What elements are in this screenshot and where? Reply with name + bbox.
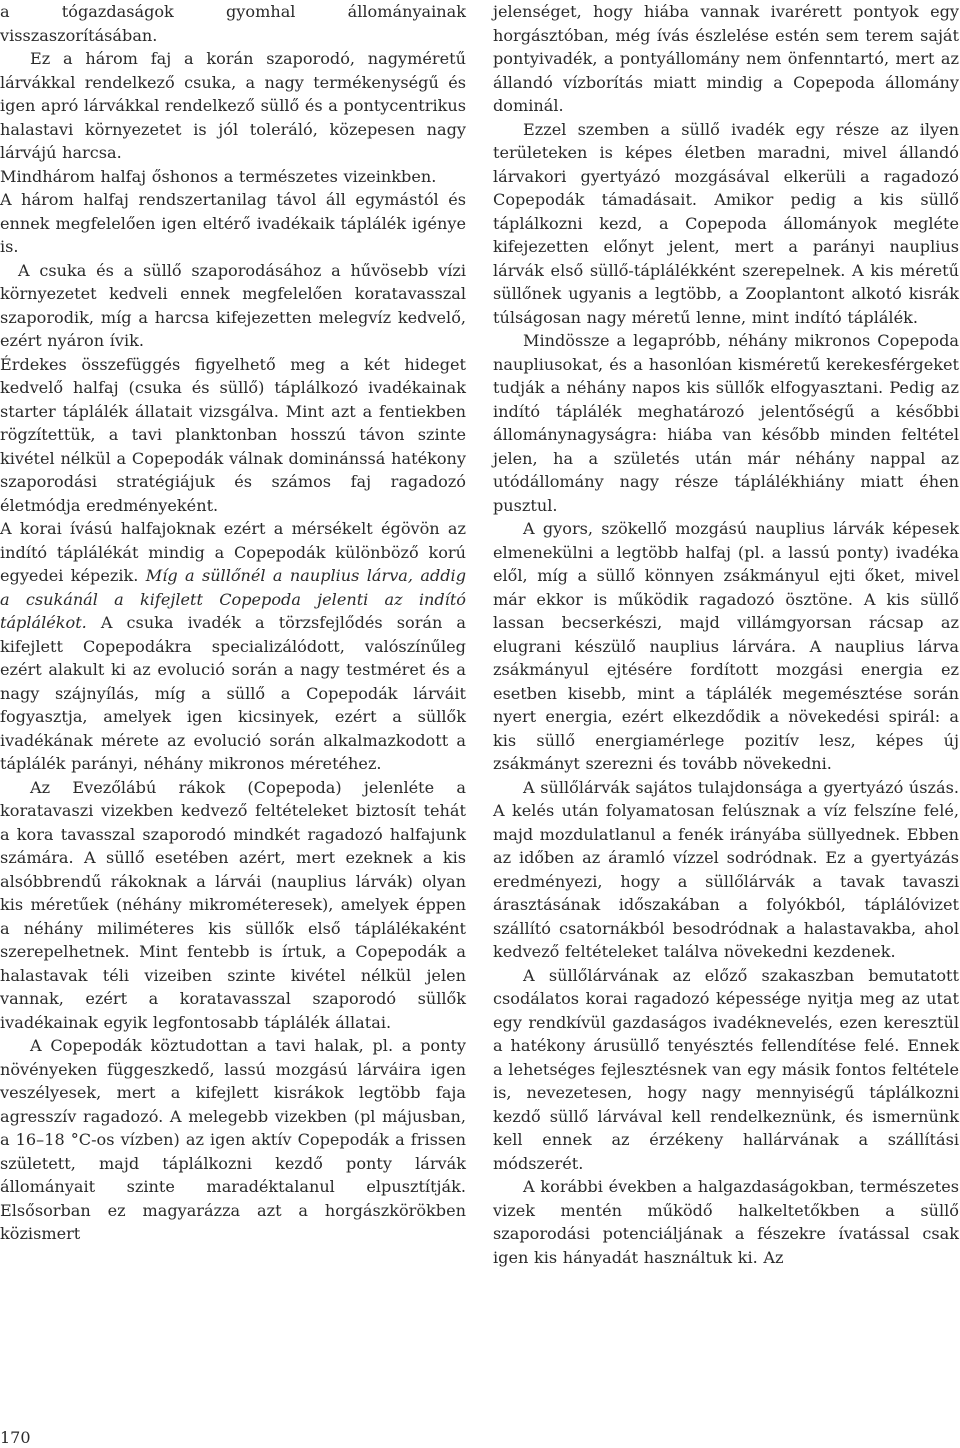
paragraph: Mindössze a legapróbb, néhány mikronos Copepoda naupliusokat, és a hasonlóan kisméretű kerekesférgeket tudják a néhány napos kis süllők elfogyasztani. Pedig az indító táplálék meghatározó jelentőségű a későbbi állománynagyságra: hiába van később minden feltétel jelen, ha a születés után már néhány nappal az utódállomány nagy része táplálékhiány miatt éhen pusztul. — [493, 331, 959, 515]
paragraph: A Copepodák köztudottan a tavi halak, pl. a ponty növényeken függeszkedő, lassú mozgású lárváira igen veszélyesek, mert a kifejlett kisrákok legtöbb faja agresszív ragadozó. A melegebb vizekben (pl májusban, a 16–18 °C-os vízben) az igen aktív Copepodák a frissen született, majd táplálkozni kezdő ponty lárvák állományait szinte maradéktalanul elpusztítják. Elsősorban ez magyarázza azt a horgászkörökben közismert — [0, 1036, 466, 1243]
page-number: 170 — [0, 1428, 31, 1447]
right-text-column — [493, 0, 959, 1269]
paragraph: Ezzel szemben a süllő ivadék egy része az ilyen területeken is képes életben maradni, mivel állandó lárvakori gyertyázó mozgásával elkerüli a ragadozó Copepodák támadásait. Amikor pedig a kis süllő táplálkozni kezd, a Copepoda állományok megléte kifejezetten előnyt jelent, mert a parányi nauplius lárvák első süllő-táplálékként szerepelnek. A kis méretű süllőnek ugyanis a legtöbb, a Zooplantont alkotó kisrák túlságosan nagy méretű lenne, mint indító táplálék. — [493, 119, 959, 327]
paragraph-text: A korai ívású halfajoknak ezért a mérsékelt égövön az indító táplálékát mindig a Copepodák különböző korú egyedei képezik. — [0, 519, 466, 585]
paragraph: A korábbi években a halgazdaságokban, természetes vizek mentén működő halkeltetőkben a süllő szaporodási potenciáljának a fészekre ívatással csak igen kis hányadát használtuk ki. Az — [493, 1177, 959, 1267]
paragraph: jelenséget, hogy hiába vannak ivarérett pontyok egy horgásztóban, még ívás észlelése estén sem terem saját pontyivadék, a pontyállomány nem önfenntartó, mert az állandó vízborítás miatt mindig a Copepoda állomány dominál. — [493, 2, 959, 115]
paragraph: Az Evezőlábú rákok (Copepoda) jelenléte a koratavaszi vizekben kedvező feltételeket biztosít tehát a kora tavasszal szaporodó mindkét ragadozó halfajunk számára. A süllő esetében azért, mert ezeknek a kis alsóbbrendű rákoknak a lárvái (nauplius lárvák) olyan kis méretűek (néhány mikrométeresek), amelyek éppen a néhány miliméteres kis süllők első táplálékaként szerepelhetnek. Mint fentebb is írtuk, a Copepodák a halastavak téli vizeiben szinte kivétel nélkül jelen vannak, ezért a koratavasszal szaporodó süllők ivadékainak egyik legfontosabb táplálék állatai. — [0, 777, 466, 1032]
italic-emphasis: Míg a süllőnél a nauplius lárva, addig a csukánál a kifejlett Copepoda jelenti az indító táplálékot. — [0, 566, 467, 632]
left-text-column — [0, 0, 466, 1246]
paragraph-with-italic — [0, 517, 466, 776]
paragraph: A gyors, szökellő mozgású nauplius lárvák képesek elmenekülni a legtöbb halfaj (pl. a lassú ponty) ivadéka elől, míg a süllő könnyen zsákmányul ejti őket, mivel már ekkor is működik ragadozó ösztöne. A kis süllő lassan becserkészi, majd villámgyorsan rácsap az elugrani készülő nauplius lárvára. A nauplius lárva zsákmányul ejtésére fordított mozgási energia ez esetben kisebb, mint a táplálék megemésztése során nyert energia, ezért elkezdődik a növekedési spirál: a kis süllő energiamérlege pozitív lesz, képes új zsákmányt szerezni és tovább növekedni. — [493, 519, 959, 773]
paragraph: a tógazdaságok gyomhal állományainak visszaszorításában. — [0, 2, 466, 45]
paragraph: Ez a három faj a korán szaporodó, nagyméretű lárvákkal rendelkező csuka, a nagy termékenységű és igen apró lárvákkal rendelkező süllő és a pontycentrikus halastavi környezetet is jól toleráló, közepesen nagy lárvájú harcsa. — [0, 49, 466, 162]
paragraph-text: A csuka ivadék a törzsfejlődés során a kifejlett Copepodákra specializálódott, valószínűleg ezért alakult ki az evolució során a nagy testméret és a nagy szájnyílás, míg a süllő a Copepodák lárváit fogyasztja, amelyek igen kicsinyek, ezért a süllők ivadékának mérete az evolució során alkalmazkodott a táplálék parányi, néhány mikronos méretéhez. — [0, 613, 466, 773]
paragraph: A süllőlárvának az előző szakaszban bemutatott csodálatos korai ragadozó képessége nyitja meg az utat egy rendkívül gazdaságos ivadéknevelés, ezen keresztül a hatékony árusüllő tenyésztés fellendítése felé. Ennek a lehetséges fejlesztésnek van egy másik fontos feltétele is, nevezetesen, hogy nagy mennyiségű táplálkozni kezdő süllő lárvával kell rendelkeznünk, és ismernünk kell ennek az érzékeny hallárvának a szállítási módszerét. — [493, 965, 959, 1173]
paragraph: A süllőlárvák sajátos tulajdonsága a gyertyázó úszás. A kelés után folyamatosan felúsznak a víz felszíne felé, majd mozdulatlanul a fenék irányába süllyednek. Ebben az időben az áramló vízzel sodródnak. Ez a gyertyázás eredményezi, hogy a süllőlárvák a tavak tavaszi árasztásának időszakában a folyókból, táplálóvizet szállító csatornákból besodródnak a halastavakba, ahol kedvező feltételeket találva növekedni kezdenek. — [493, 777, 959, 961]
paragraph: A három halfaj rendszertanilag távol áll egymástól és ennek megfelelően igen eltérő ivadékaik táplálék igénye is. — [0, 190, 466, 256]
paragraph: A csuka és a süllő szaporodásához a hűvösebb vízi környezetet kedveli ennek megfelelően koratavasszal szaporodik, míg a harcsa kifejezetten melegvíz kedvelő, ezért nyáron ívik. — [0, 260, 466, 350]
paragraph: Mindhárom halfaj őshonos a természetes vizeinkben. — [0, 166, 437, 186]
paragraph: Érdekes összefüggés figyelhető meg a két hideget kedvelő halfaj (csuka és süllő) táplálkozó ivadékainak starter táplálék állatait vizsgálva. Mint azt a fentiekben rögzítettük, a tavi planktonban hosszú távon szinte kivétel nélkül a Copepodák válnak dominánssá hatékony szaporodási stratégiájuk és számos faj ragadozó életmódja eredményeként. — [0, 354, 466, 515]
